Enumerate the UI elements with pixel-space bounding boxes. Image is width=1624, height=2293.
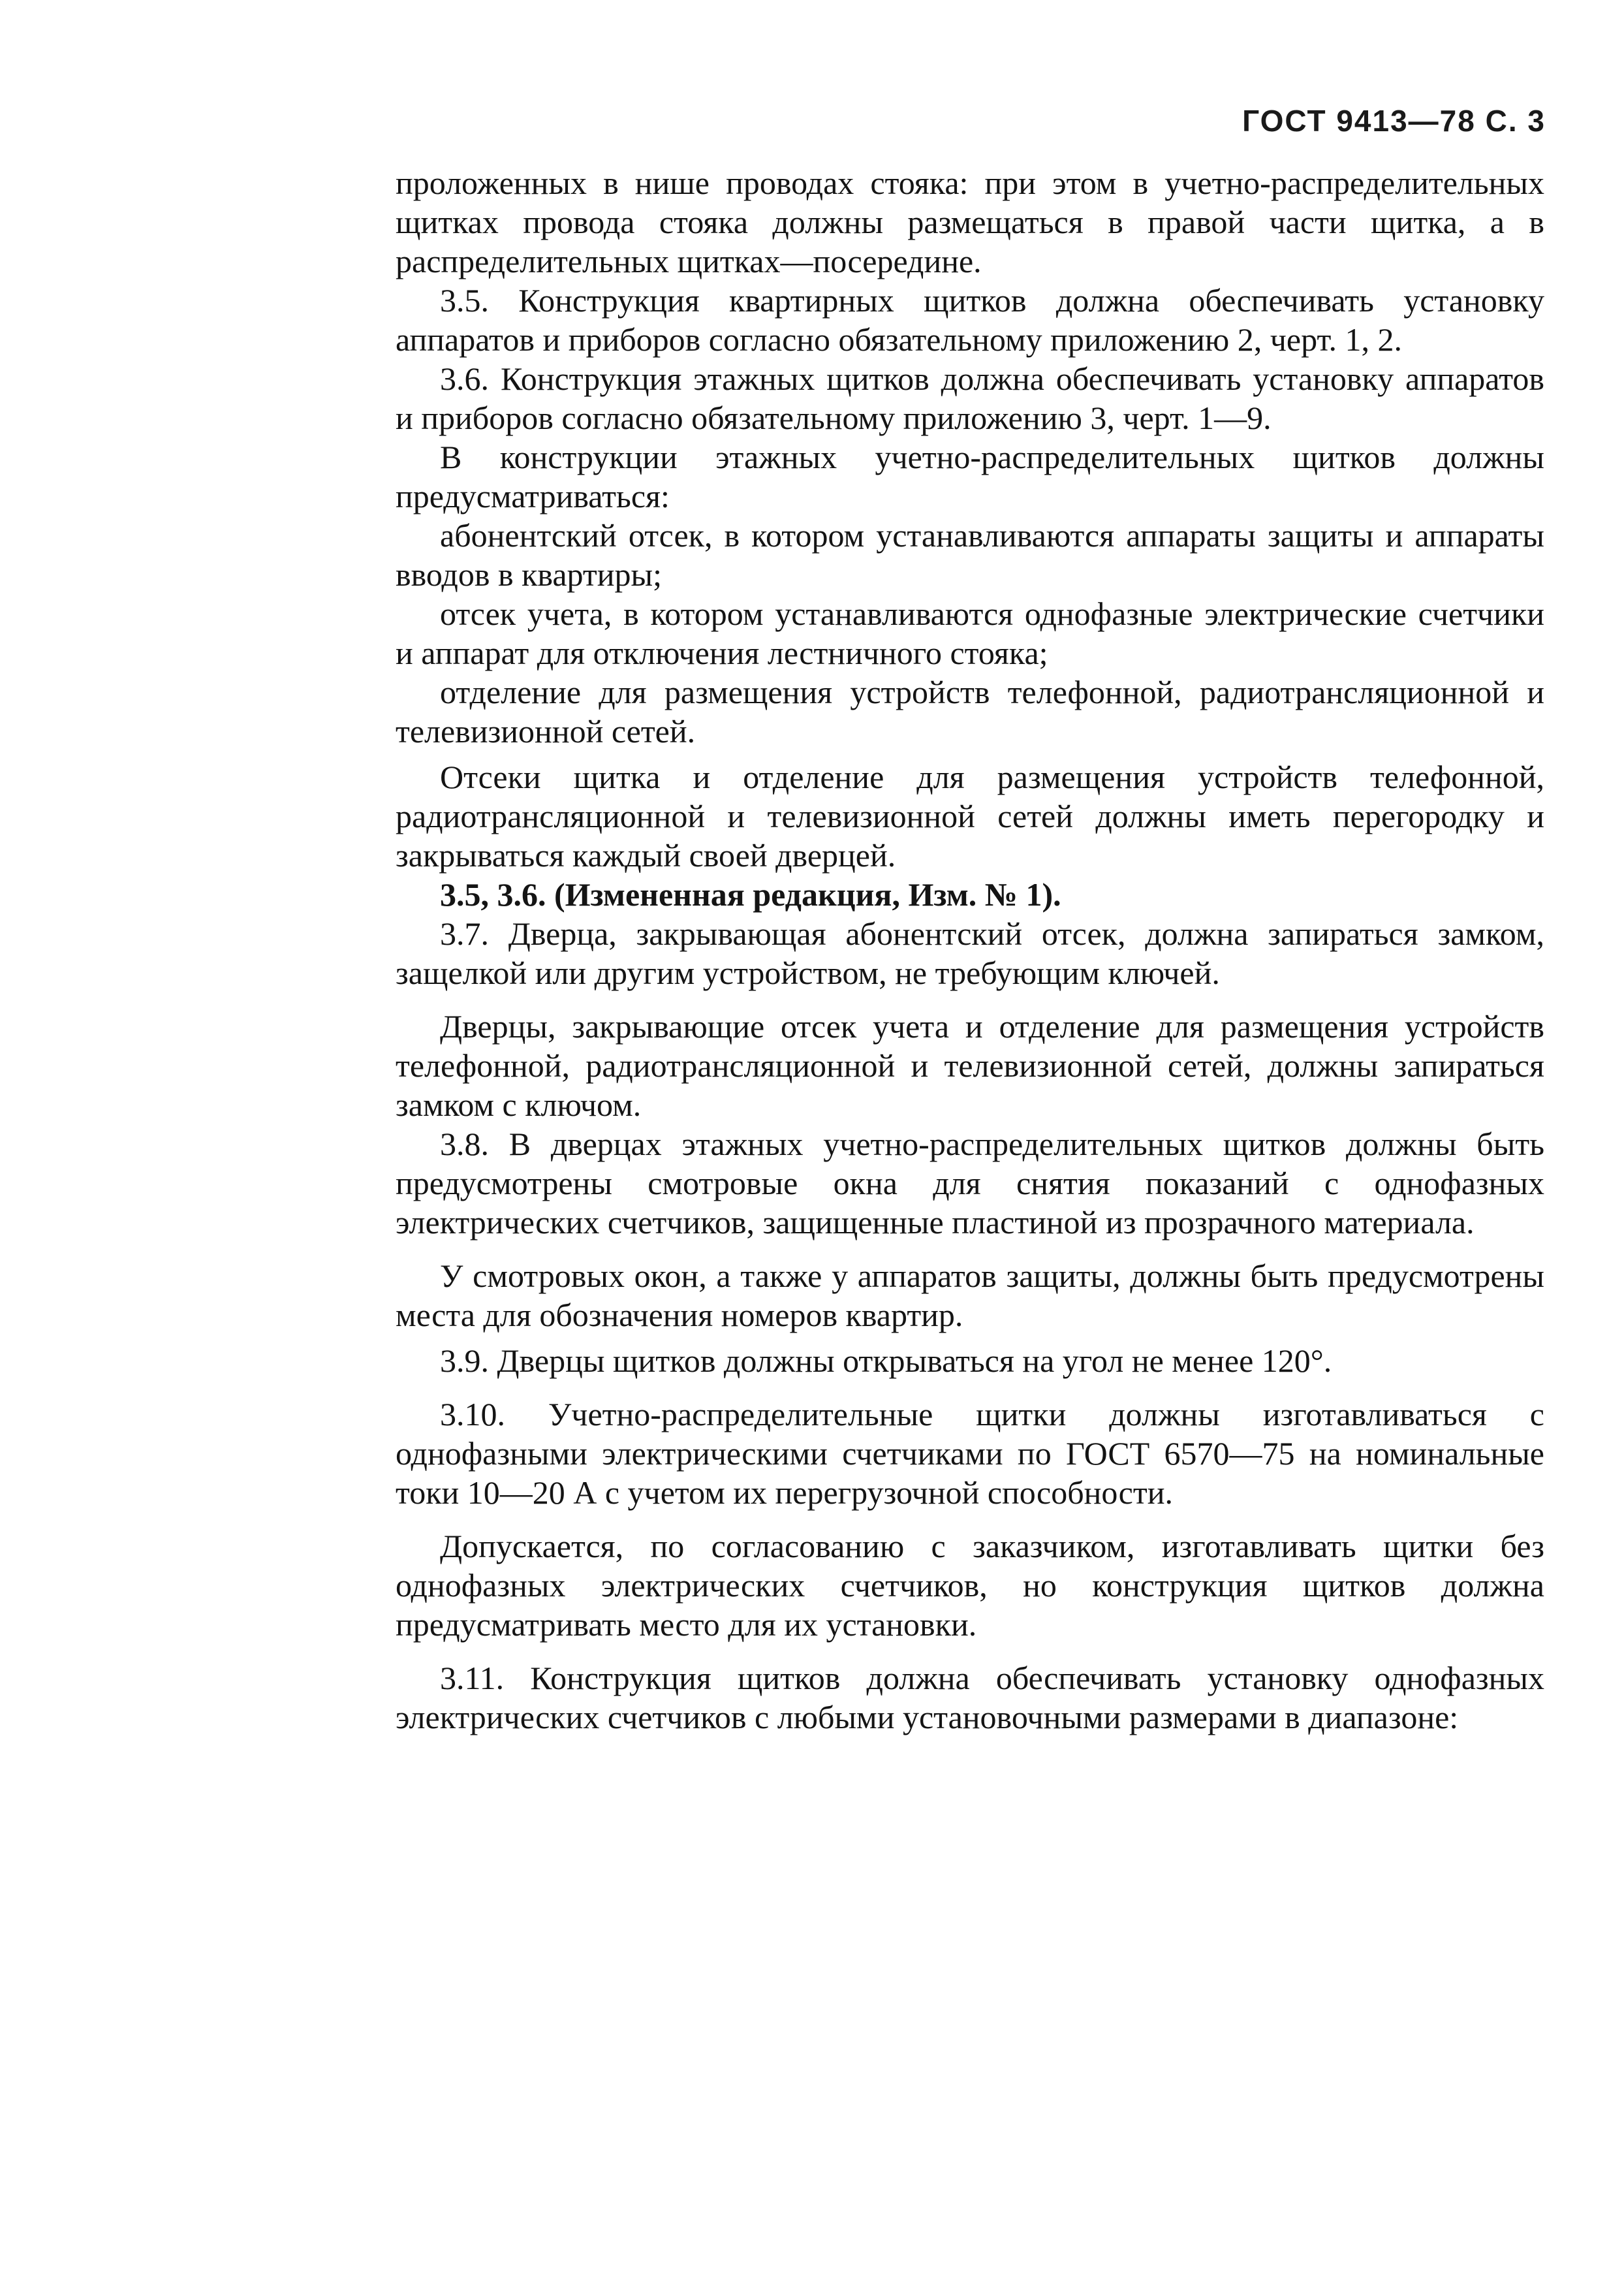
paragraph: Дверцы, закрывающие отсек учета и отделение для размещения устройств телефонной, радиотрансляционной и телевизионной сетей, должны запираться замком с ключом.	[396, 1008, 1544, 1123]
paragraph-3-8: 3.8. В дверцах этажных учетно-распределительных щитков должны быть предусмотрены смотровые окна для снятия показаний с однофазных электрических счетчиков, защищенные пластиной из прозрачного материала.	[396, 1126, 1544, 1241]
paragraph-3-6: 3.6. Конструкция этажных щитков должна обеспечивать установку аппаратов и приборов согласно обязательному приложению 3, черт. 1—9.	[396, 360, 1544, 436]
paragraph-3-10: 3.10. Учетно-распределительные щитки должны изготавливаться с однофазными электрическими счетчиками по ГОСТ 6570—75 на номинальные токи 10—20 А с учетом их перегрузочной способности.	[396, 1396, 1544, 1511]
amendment-note: 3.5, 3.6. (Измененная редакция, Изм. № 1).	[440, 876, 1061, 913]
paragraph: У смотровых окон, а также у аппаратов защиты, должны быть предусмотрены места для обозначения номеров квартир.	[396, 1257, 1544, 1333]
paragraph-3-5: 3.5. Конструкция квартирных щитков должна обеспечивать установку аппаратов и приборов согласно обязательному приложению 2, черт. 1, 2.	[396, 282, 1544, 358]
paragraph-3-7: 3.7. Дверца, закрывающая абонентский отсек, должна запираться замком, защелкой или другим устройством, не требующим ключей.	[396, 915, 1544, 991]
paragraph: Отсеки щитка и отделение для размещения устройств телефонной, радиотрансляционной и телевизионной сетей должны иметь перегородку и закрываться каждый своей дверцей.	[396, 759, 1544, 874]
list-item: абонентский отсек, в котором устанавливаются аппараты защиты и аппараты вводов в квартиры;	[396, 517, 1544, 593]
paragraph: В конструкции этажных учетно-распределительных щитков должны предусматриваться:	[396, 439, 1544, 514]
paragraph: Допускается, по согласованию с заказчиком, изготавливать щитки без однофазных электрических счетчиков, но конструкция щитков должна предусматривать место для их установки.	[396, 1528, 1544, 1643]
paragraph: проложенных в нише проводах стояка: при этом в учетно-распределительных щитках провода стояка должны размещаться в правой части щитка, а в распределительных щитках—посередине.	[396, 165, 1544, 279]
paragraph-3-11: 3.11. Конструкция щитков должна обеспечивать установку однофазных электрических счетчиков с любыми установочными размерами в диапазоне:	[396, 1660, 1544, 1735]
paragraph-3-9: 3.9. Дверцы щитков должны открываться на угол не менее 120°.	[440, 1342, 1332, 1379]
list-item: отделение для размещения устройств телефонной, радиотрансляционной и телевизионной сетей.	[396, 674, 1544, 750]
list-item: отсек учета, в котором устанавливаются однофазные электрические счетчики и аппарат для отключения лестничного стояка;	[396, 595, 1544, 671]
running-header: ГОСТ 9413—78 С. 3	[1242, 104, 1546, 138]
body-text	[396, 163, 1544, 1737]
